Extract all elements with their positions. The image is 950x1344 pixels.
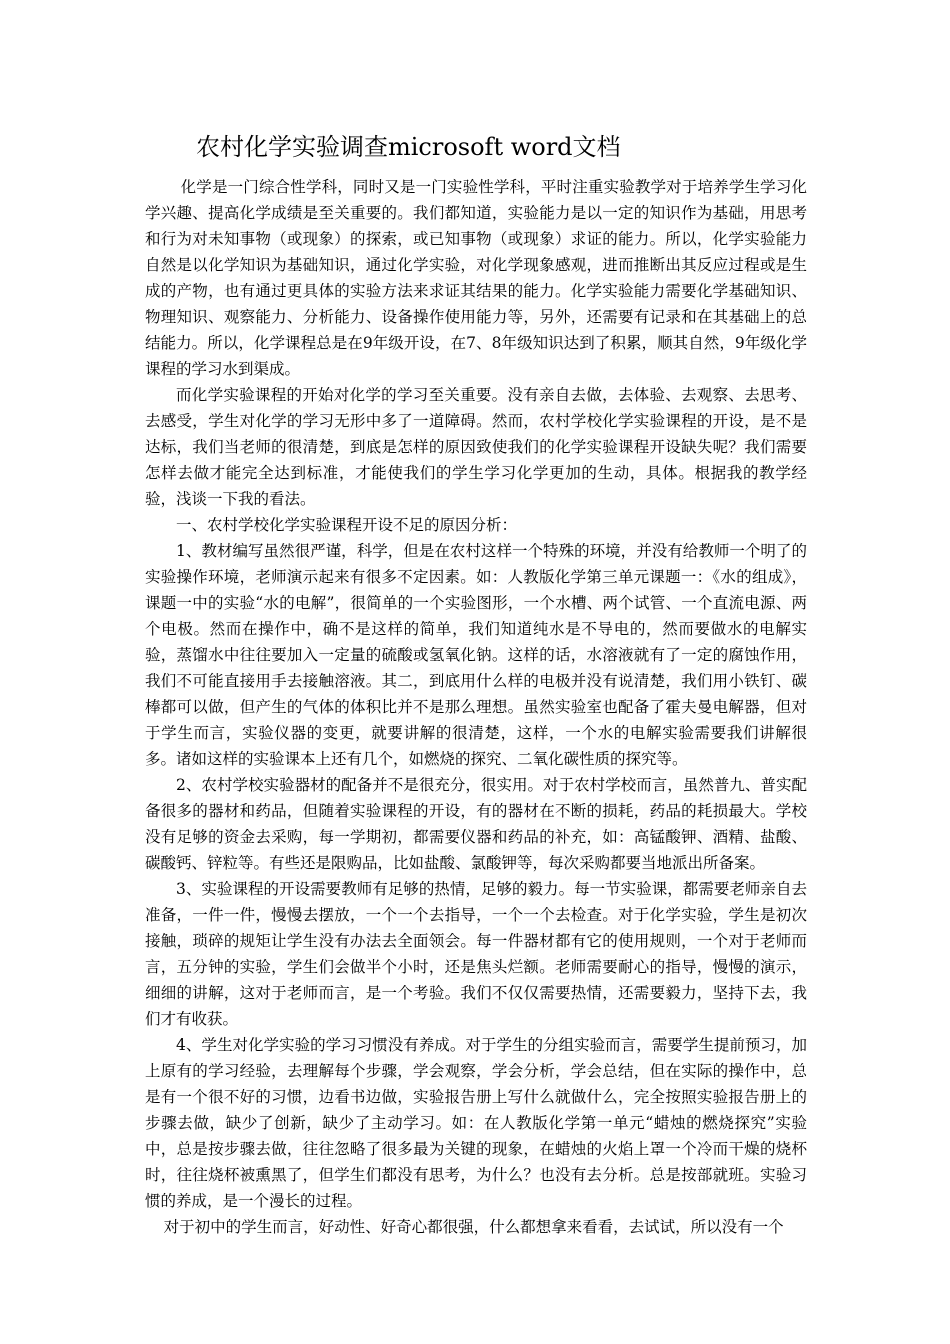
paragraph-point-2: 2、农村学校实验器材的配备并不是很充分，很实用。对于农村学校而言，虽然普九、普实配备很多的器材和药品，但随着实验课程的开设，有的器材在不断的损耗，药品的耗损最大。学校没有足够的资金去采购，每一学期初，都需要仪器和药品的补充，如：高锰酸钾、酒精、盐酸、碳酸钙、锌粒等。有些还是限购品，比如盐酸、氯酸钾等，每次采购都要当地派出所备案。: [145, 776, 807, 872]
paragraph-point-3: 3、实验课程的开设需要教师有足够的热情，足够的毅力。每一节实验课，都需要老师亲自去准备，一件一件，慢慢去摆放，一个一个去指导，一个一个去检查。对于化学实验，学生是初次接触，琐碎的规矩让学生没有办法去全面领会。每一件器材都有它的使用规则，一个对于老师而言，五分钟的实验，学生们会做半个小时，还是焦头烂额。老师需要耐心的指导，慢慢的演示，细细的讲解，这对于老师而言，是一个考验。我们不仅仅需要热情，还需要毅力，坚持下去，我们才有收获。: [145, 880, 807, 1028]
document-title: 农村化学实验调查microsoft word文档: [196, 133, 621, 161]
paragraph-intro: 化学是一门综合性学科，同时又是一门实验性学科，平时注重实验教学对于培养学生学习化学兴趣、提高化学成绩是至关重要的。我们都知道，实验能力是以一定的知识作为基础，用思考和行为对未知事物（或现象）的探索，或已知事物（或现象）求证的能力。所以，化学实验能力自然是以化学知识为基础知识，通过化学实验，对化学现象感观，进而推断出其反应过程或是生成的产物，也有通过更具体的实验方法来求证其结果的能力。化学实验能力需要化学基础知识、物理知识、观察能力、分析能力、设备操作使用能力等，另外，还需要有记录和在其基础上的总结能力。所以，化学课程总是在9年级开设，在7、8年级知识达到了积累，顺其自然，9年级化学课程的学习水到渠成。: [145, 178, 807, 378]
paragraph-point-1: 1、教材编写虽然很严谨，科学，但是在农村这样一个特殊的环境，并没有给教师一个明了的实验操作环境，老师演示起来有很多不定因素。如：人教版化学第三单元课题一：《水的组成》，课题一中的实验“水的电解”，很简单的一个实验图形，一个水槽、两个试管、一个直流电源、两个电极。然而在操作中，确不是这样的简单，我们知道纯水是不导电的，然而要做水的电解实验，蒸馏水中往往要加入一定量的硫酸或氢氧化钠。这样的话，水溶液就有了一定的腐蚀作用，我们不可能直接用手去接触溶液。其二，到底用什么样的电极并没有说清楚，我们用小铁钉、碳棒都可以做，但产生的气体的体积比并不是那么理想。虽然实验室也配备了霍夫曼电解器，但对于学生而言，实验仪器的变更，就要讲解的很清楚，这样，一个水的电解实验需要我们讲解很多。诸如这样的实验课本上还有几个，如燃烧的探究、二氧化碳性质的探究等。: [145, 542, 807, 768]
paragraph-continued: 对于初中的学生而言，好动性、好奇心都很强，什么都想拿来看看，去试试，所以没有一个: [163, 1218, 784, 1236]
document-body: [145, 174, 807, 1240]
paragraph-point-4: 4、学生对化学实验的学习习惯没有养成。对于学生的分组实验而言，需要学生提前预习，加上原有的学习经验，去理解每个步骤，学会观察，学会分析，学会总结，但在实际的操作中，总是有一个很不好的习惯，边看书边做，实验报告册上写什么就做什么，完全按照实验报告册上的步骤去做，缺少了创新，缺少了主动学习。如：在人教版化学第一单元“蜡烛的燃烧探究”实验中，总是按步骤去做，往往忽略了很多最为关键的现象，在蜡烛的火焰上罩一个冷而干燥的烧杯时，往往烧杯被熏黑了，但学生们都没有思考，为什么？也没有去分析。总是按部就班。实验习惯的养成，是一个漫长的过程。: [145, 1036, 807, 1210]
paragraph-importance: 而化学实验课程的开始对化学的学习至关重要。没有亲自去做，去体验、去观察、去思考、去感受，学生对化学的学习无形中多了一道障碍。然而，农村学校化学实验课程的开设，是不是达标，我们当老师的很清楚，到底是怎样的原因致使我们的化学实验课程开设缺失呢？我们需要怎样去做才能完全达到标准，才能使我们的学生学习化学更加的生动，具体。根据我的教学经验，浅谈一下我的看法。: [145, 386, 807, 508]
section-heading-causes: 一、农村学校化学实验课程开设不足的原因分析：: [176, 516, 518, 534]
